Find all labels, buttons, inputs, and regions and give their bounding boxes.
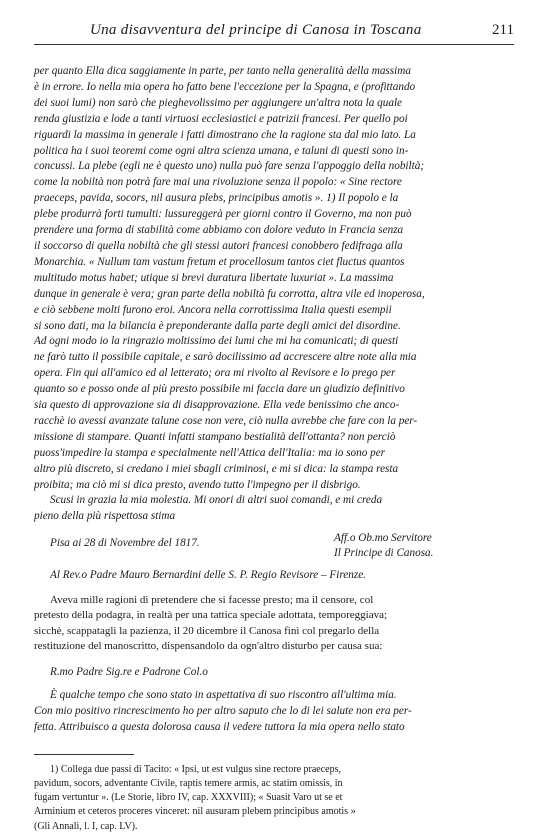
text-line: Monarchia. « Nullum tam vastum fretum et procellosum tantos ciet fluctus quantos: [34, 255, 405, 268]
letter-text: [34, 64, 518, 525]
text-line: Con mio positivo rincrescimento ho per altro saputo che lo di lei salute non era per-: [34, 705, 412, 717]
closing-line: Aff.o Ob.mo Servitore: [334, 532, 432, 545]
text-line: dei suoi lumi) non sarò che pieghevolissimo per aggiungere un'altra nota la quale: [34, 96, 403, 109]
text-line: praeceps, pavida, socors, nil ausura plebs, principibus amotis ». 1) Il popolo e la: [34, 192, 399, 205]
text-line: ne farò tutto il possibile capitale, e sarò docilissimo ad accrescere altre note alla mia: [34, 351, 417, 364]
text-line: 1) Collega due passi di Tacito: « Ipsi, ut est vulgus sine rectore praeceps,: [50, 763, 341, 775]
text-line: plebe produrrà forti tumulti: lussureggerà per giorni contro il Governo, ma non può: [34, 208, 412, 221]
text-line: per quanto Ella dica saggiamente in parte, per tanto nella generalità della massima: [34, 65, 411, 77]
text-line: altro più discreto, si credano i miei sbagli criminosi, e mi si dica: la stampa resta: [34, 462, 399, 475]
salutation: R.mo Padre Sig.re e Padrone Col.o: [50, 666, 208, 679]
text-line: Scusi in grazia la mia molestia. Mi onori di altri suoi comandi, e mi creda: [50, 494, 383, 507]
text-line: quanto so e posso onde al più presto possibile mi faccia dare un giudizio definitivo: [34, 383, 405, 396]
text-line: riguardi la massima in generale i fatti dimostrano che la ragione sta dal mio lato. La: [34, 128, 416, 141]
text-line: puoss'impedire la stampa e specialmente nell'Attica dell'Italia: ma io sono per: [34, 446, 386, 459]
text-line: (Gli Annali, l. I, cap. LV).: [34, 820, 138, 832]
letter-address: Al Rev.o Padre Mauro Bernardini delle S. P. Regio Revisore – Firenze.: [50, 569, 366, 582]
text-line: racchè io avessi avanzate talune cose non vere, ciò nulla avrebbe che fare con la per-: [34, 414, 418, 427]
text-line: pavidum, socors, adventante Civile, raptis temere armis, ac statim omissis, in: [34, 778, 343, 790]
text-line: sia questo di approvazione sia di disapprovazione. Ella vede benissimo che anco-: [34, 399, 400, 412]
text-line: fugam vertuntur ». (Le Storie, libro IV, cap. XXXVIII); « Suasit Varo ut se et: [34, 792, 343, 804]
text-line: è in errore. Io nella mia opera ho fatto bene l'eccezione per la Spagna, e (profittando: [34, 80, 416, 93]
footnote-rule: [34, 754, 134, 755]
text-line: prendere una forma di stabilità come abbiamo con dolore veduto in Francia senza: [34, 224, 404, 237]
text-line: renda giustizia e lode a tanti virtuosi ecclesiastici e patrizii francesi. Per quello poi: [34, 112, 408, 125]
footnote: [34, 763, 518, 834]
running-header: [34, 22, 514, 45]
page-body: [34, 64, 518, 834]
text-line: dunque in generale è vera; gran parte della nobiltà fu corrotta, altra vile ed inoperosa,: [34, 287, 425, 300]
text-line: e ciò sebbene molti furono eroi. Ancora nella corrottissima Italia questi esempii: [34, 303, 392, 316]
text-line: missione di stampare. Quanti infatti stampano bestialità dell'ottanta? non perciò: [34, 430, 396, 443]
text-line: politica ha i suoi teoremi come ogni altra scienza umana, e taluni di questi sono in-: [34, 144, 409, 157]
text-line: Aveva mille ragioni di pretendere che si facesse presto; ma il censore, col: [50, 594, 374, 607]
text-line: opera. Fin qui all'amico ed al letterato; ora mi rivolto al Revisore e lo prego per: [34, 367, 396, 380]
text-line: Ad ogni modo io la ringrazio moltissimo dei lumi che mi ha comunicati; di questi: [34, 335, 399, 348]
text-line: concussi. La plebe (egli ne è questo uno) nulla può fare senza l'appoggio della nobiltà;: [34, 160, 425, 173]
signature-block: [34, 531, 518, 561]
text-line: il soccorso di quella nobiltà che gli stessi autori francesi conobbero fedifraga alla: [34, 239, 403, 252]
page-number: 211: [492, 22, 514, 38]
text-line: come la nobiltà non potrà fare mai una rivoluzione senza il popolo: « Sine rectore: [34, 176, 402, 189]
place-date: Pisa ai 28 di Novembre del 1817.: [50, 537, 200, 550]
text-line: restituzione del manoscritto, dispensandolo da ogn'altro disturbo per causa sua:: [34, 639, 383, 652]
text-line: pieno della più rispettosa stima: [34, 510, 176, 523]
text-line: proibita; ma ciò mi si dica presto, avendo tutto l'impegno per il disbrigo.: [34, 478, 361, 491]
running-title: Una disavventura del principe di Canosa in Toscana: [90, 22, 422, 38]
text-line: multitudo motus habet; utique si brevi duratura libertate luxuriat ». La massima: [34, 271, 394, 284]
text-line: fetta. Attribuisco a questa dolorosa causa il vedere tuttora la mia opera nello stato: [34, 720, 405, 733]
text-line: si sono dati, ma la bilancia è preponderante dalla parte degli amici del disordine.: [34, 319, 401, 332]
signer-line: Il Principe di Canosa.: [334, 547, 434, 560]
text-line: sicchè, scappatagli la pazienza, il 20 dicembre il Canosa finì col pregarlo della: [34, 624, 380, 637]
text-line: pretesto della podagra, in realtà per una tattica speciale adottata, temporeggiava;: [34, 609, 388, 622]
narrative-text: [34, 593, 518, 654]
second-letter-text: [34, 688, 518, 736]
signature-closing: [334, 531, 433, 561]
text-line: Arminium et ceteros proceres vinceret: nil ausuram plebem principibus amotis »: [34, 806, 356, 818]
text-line: È qualche tempo che sono stato in aspettativa di suo riscontro all'ultima mia.: [50, 689, 397, 702]
